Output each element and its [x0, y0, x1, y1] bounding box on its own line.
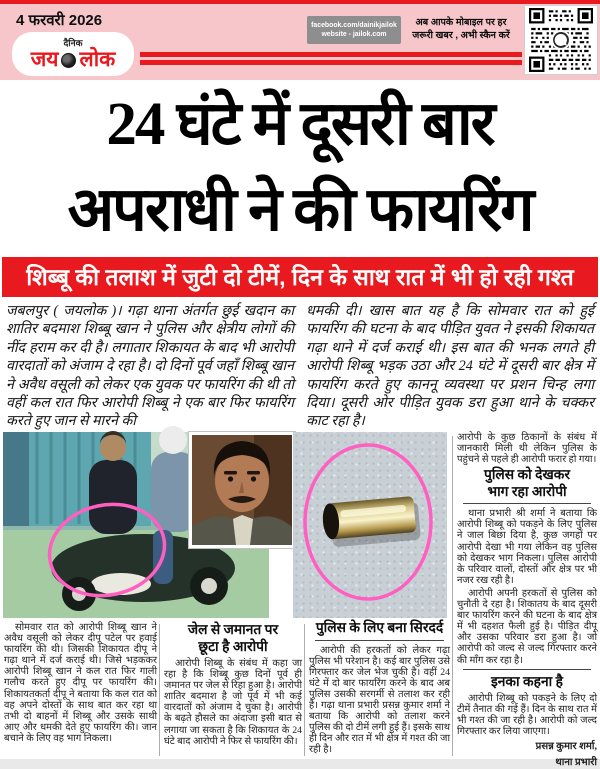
- section-bail: [164, 622, 302, 757]
- quote-heading: इनका कहना है: [491, 673, 563, 689]
- website-url: website - jailok.com: [321, 31, 387, 38]
- subheadline-bar: शिब्बू की तलाश में जुटी दो टीमें, दिन के साथ रात में भी हो रही गश्त: [2, 257, 598, 297]
- heading-rule: [315, 640, 444, 641]
- quote-body: आरोपी शिब्बू को पकड़ने के लिए दो टीमें तैनात की गई हैं। दिन के साथ रात में भी गश्त की जा रही है। आरोपी को जल्द गिरफ्तार कर लिया जाएगा।: [457, 693, 597, 738]
- qr-code-image: [529, 8, 593, 72]
- intro-column-2: धमकी दी। खास बात यह है कि सोमवार रात को हुई फायरिंग की घटना के बाद पीड़ित युवत ने इसकी शिकायत गढ़ा थाने में दर्ज कराई थी। इस बात की भनक लगते ही आरोपी शिब्बू भड़क उठा और 24 घंटे में दूसरी बार क्षेत्र में फायरिंग करते हुए काननू व्यवस्था पर प्रशन चिन्ह लगा दिया। दूसरी ओर पीड़ित युवक डरा हुआ थाने के चक्कर काट रहा है।: [306, 303, 594, 430]
- main-headline: [0, 82, 600, 254]
- quote-author-role: थाना प्रभारी: [555, 757, 597, 769]
- section-headache: [309, 620, 450, 757]
- column-divider: [304, 624, 305, 756]
- masthead-rule-2: [140, 60, 522, 65]
- bail-heading: जेल से जमानत पर छूटा है आरोपी: [187, 622, 279, 654]
- bullet-shell-photo: [293, 432, 447, 618]
- scan-prompt: अब आपके मोबाइल पर हर जरूरी खबर , अभी स्कैन करें: [412, 17, 510, 41]
- newspaper-logo: [12, 32, 134, 76]
- logo-tagline: दैनिक: [63, 38, 83, 48]
- issue-date: 4 फरवरी 2026: [16, 12, 103, 29]
- bail-body: आरोपी शिब्बू के संबंध में कहा जा रहा है कि शिब्बू कुछ दिनों पूर्व ही जमानत पर जेल से रिहा हुआ है। आरोपी शातिर बदमाश है जो पूर्व में भी कई वारदातों को अंजाम दे चुका है। आरोपी के बढ़ते हौसले का अंदाजा इसी बात से लगाया जा सकता है कि शिकायत के 24 घंटे बाद आरोपी ने फिर से फायरिंग की।: [164, 658, 302, 747]
- social-links-box: [307, 16, 401, 44]
- right-col-para1: आरोपी के कुछ ठिकानों के संबंध में जानकारी मिली थी लेकिन पुलिस के पहुंचने से पहले ही आरोपी फरार हो गया।: [457, 432, 597, 466]
- quote-author: प्रसन्न कुमार शर्मा,: [535, 741, 597, 753]
- masthead-rule-1: [140, 52, 522, 57]
- whatsapp-icon: [555, 34, 567, 46]
- right-column: [457, 432, 597, 769]
- suspect-portrait-photo: [189, 432, 295, 548]
- flee-para1: थाना प्रभारी श्री शर्मा ने बताया कि आरोपी शिब्बू को पकड़ने के लिए पुलिस ने जाल बिछा दिया है, कुछ जगहों पर आरोपी देखा भी गया लेकिन वह पुलिस को देखकर भाग निकला। पुलिस आरोपी के परिवार वालों, दोस्तों और क्षेत्र पर भी नजर रख रही है।: [457, 508, 597, 586]
- logo-word-right: लोक: [79, 48, 116, 71]
- rider-1-shape: [89, 460, 137, 534]
- intro-column-1: जबलपुर ( जयलोक )। गढ़ा थाना अंतर्गत छुई खदान का शातिर बदमाश शिब्बू खान ने पुलिस और क्षेत्रीय लोगों की नींद हराम कर दी है। लगातार शिकायत के बाद भी आरोपी वारदातों को अंजाम दे रहा है। दो दिनों पूर्व जहाँ शिब्बू खान ने अवैध वसूली को लेकर एक युवक पर फायरिंग की थी तो वहीं कल रात फिर आरोपी शिब्बू ने एक बार फिर फायरिंग करते हुए जान से मारने की: [6, 303, 294, 430]
- headache-heading: पुलिस के लिए बना सिरदर्द: [315, 620, 444, 635]
- logo-title: [12, 49, 134, 71]
- section-rule: [463, 669, 591, 670]
- masthead: [0, 0, 600, 80]
- globe-icon: [61, 53, 76, 68]
- shell-casing-shape: [327, 496, 416, 539]
- column-divider: [452, 436, 453, 756]
- facebook-url: facebook.com/dainikjailok: [311, 22, 397, 29]
- logo-word-left: जय: [30, 48, 59, 71]
- flee-heading: पुलिस को देखकर भाग रहा आरोपी: [483, 467, 570, 499]
- heading-rule: [463, 503, 591, 504]
- intro-text: [6, 302, 594, 430]
- headline-line-2: अपराधी ने की फायरिंग: [67, 177, 533, 244]
- headline-line-1: 24 घंटे में दूसरी बार: [106, 91, 494, 158]
- top-red-rule: [0, 0, 600, 4]
- qr-code: [524, 5, 598, 75]
- column-divider: [159, 624, 160, 756]
- flee-para2: आरोपी अपनी हरकतों से पुलिस को चुनौती दे रहा है। शिकातय के बाद दूसरी बार फायरिंग करने की घटना के बाद क्षेत्र में भी दहशत फैली हुई है। पीड़ित दीपू और उसका परिवार डरा हुआ है। जो आरोपी को जल्द से जल्द गिरफ्तार करने की माँग कर रहा है।: [457, 587, 597, 666]
- photo-caption: सोमवार रात को आरोपी शिब्बू खान ने अवैध वसूली को लेकर दीपू पटेल पर हवाई फायरिंग की थी। जिसकी शिकायत दीपू ने गढ़ा थाने में दर्ज कराई थी। जिसे भड़ककर आरोपी शिब्बू खान ने कल रात फिर गाली गलौच करते हुए दीपू पर फायरिंग की। शिकायतकर्ता दीपू ने बताया कि कल रात को वह अपने दोस्तों के साथ बात कर रहा था तभी दो बाहनों में शिब्बू और उसके साथी आए और धमकी देते हुए फायरिंग की। जान बचाने के लिए वह भाग निकला।: [4, 622, 157, 744]
- headache-body: आरोपी की हरकतों को लेकर गढ़ा पुलिस भी परेशान है। कई बार पुलिस उसे गिरफ्तार कर जेल भेज चुकी है। वहीं 24 घंटे में दो बार फायरिंग करने के बाद अब पुलिस उसकी सरगर्मी से तलाश कर रही है। गढ़ा थाना प्रभारी प्रसन्न कुमार शर्मा ने बताया कि आरोपी को तलाश करने पुलिस की दो टीमें लगी हुई हैं। इसके साथ ही दिन और रात में भी क्षेत्र में गश्त की जा रही है।: [309, 644, 450, 756]
